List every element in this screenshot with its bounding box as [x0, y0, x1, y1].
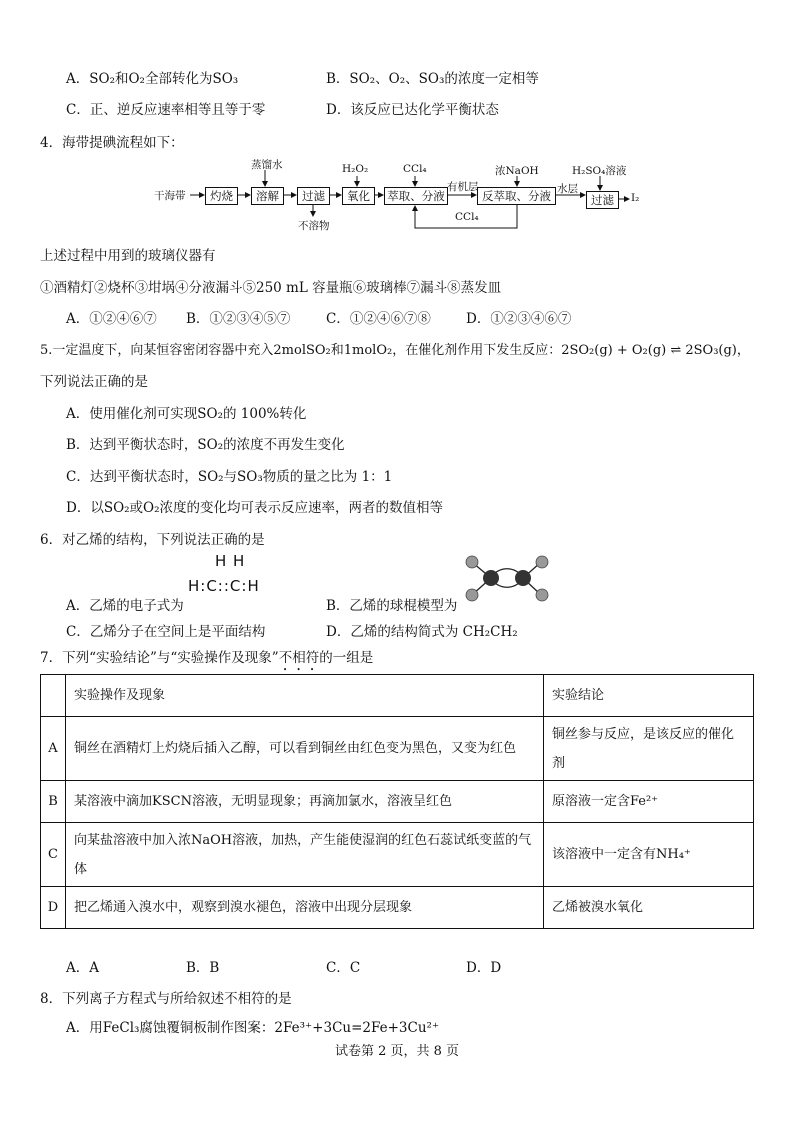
- q7-stem-emphasis: 不相符: [278, 650, 320, 666]
- q4-question: 上述过程中用到的玻璃仪器有: [40, 248, 216, 264]
- reagent-h2so4: H₂SO₄溶液: [572, 165, 627, 177]
- electron-formula-main: H:C::C:H: [188, 577, 260, 595]
- hydrogen-atom: [466, 589, 478, 601]
- hydrogen-atom: [536, 589, 548, 601]
- q3-option-d: D．该反应已达化学平衡状态: [326, 102, 499, 118]
- table-row: [41, 823, 754, 887]
- ethylene-ball-stick-model: [460, 553, 560, 603]
- table-cell: 向某盐溶液中加入浓NaOH溶液，加热，产生能使湿润的红色石蕊试纸变蓝的气体: [66, 823, 544, 887]
- flow-aqueous-layer: 水层: [557, 183, 578, 195]
- q4-instruments: ①酒精灯②烧杯③坩埚④分液漏斗⑤250 mL 容量瓶⑥玻璃棒⑦漏斗⑧蒸发皿: [40, 280, 502, 296]
- flow-step-back-extract: 反萃取、分液: [477, 187, 556, 205]
- q8-stem: 8．下列离子方程式与所给叙述不相符的是: [40, 991, 292, 1007]
- q7-option-c: C．C: [326, 960, 361, 976]
- flow-end: I₂: [631, 192, 640, 204]
- table-header-cell: [41, 675, 66, 717]
- carbon-atom: [515, 570, 531, 586]
- q7-stem-post: 的一组是: [319, 650, 374, 666]
- q6-option-d: D．乙烯的结构简式为 CH₂CH₂: [326, 624, 518, 640]
- carbon-atom: [483, 570, 499, 586]
- q6-stem: 6．对乙烯的结构，下列说法正确的是: [40, 532, 265, 548]
- table-header-row: [41, 675, 754, 717]
- table-cell: 该溶液中一定含有NH₄⁺: [544, 823, 754, 887]
- q4-stem: 4．海带提碘流程如下：: [40, 135, 184, 151]
- table-cell: 乙烯被溴水氧化: [544, 887, 754, 929]
- q7-option-a: A．A: [66, 960, 99, 976]
- q8-option-a: A．用FeCl₃腐蚀覆铜板制作图案：2Fe³⁺+3Cu=2Fe+3Cu²⁺: [66, 1020, 440, 1036]
- reagent-ccl4: CCl₄: [403, 163, 427, 175]
- flow-step-burn: 灼烧: [205, 187, 238, 205]
- q6-option-b: B．乙烯的球棍模型为: [326, 598, 458, 614]
- reagent-h2o2: H₂O₂: [342, 163, 369, 175]
- reagent-naoh: 浓NaOH: [495, 165, 539, 177]
- table-cell: B: [41, 781, 66, 823]
- flow-waste: 不溶物: [298, 220, 330, 232]
- table-cell: 原溶液一定含Fe²⁺: [544, 781, 754, 823]
- table-cell: 把乙烯通入溴水中，观察到溴水褪色，溶液中出现分层现象: [66, 887, 544, 929]
- q5-option-a: A．使用催化剂可实现SO₂的 100%转化: [66, 406, 307, 422]
- q6-option-c: C．乙烯分子在空间上是平面结构: [66, 624, 266, 640]
- table-header-cell: 实验操作及现象: [66, 675, 544, 717]
- hydrogen-atom: [466, 556, 478, 568]
- q5-stem-2: 下列说法正确的是: [40, 374, 148, 390]
- table-cell: D: [41, 887, 66, 929]
- q7-stem: [40, 646, 373, 674]
- q5-stem: 5.一定温度下，向某恒容密闭容器中充入2molSO₂和1molO₂，在催化剂作用下发生反应：2SO₂(g) + O₂(g) ⇌ 2SO₃(g)，: [40, 343, 750, 358]
- table-cell: 铜丝参与反应，是该反应的催化剂: [544, 717, 754, 781]
- table-cell: C: [41, 823, 66, 887]
- table-row: [41, 887, 754, 929]
- flow-organic-layer: 有机层: [447, 181, 479, 193]
- q6-option-a: A．乙烯的电子式为: [66, 598, 184, 614]
- q7-stem-pre: 7．下列“实验结论”与“实验操作及现象”: [40, 650, 279, 666]
- q4-option-b: B．①②③④⑤⑦: [186, 311, 291, 327]
- table-header-cell: 实验结论: [544, 675, 754, 717]
- q7-table: [40, 674, 754, 929]
- q4-option-c: C．①②④⑥⑦⑧: [326, 311, 431, 327]
- q4-option-a: A．①②④⑥⑦: [66, 311, 157, 327]
- table-cell: A: [41, 717, 66, 781]
- flow-step-filter-2: 过滤: [586, 191, 619, 209]
- q3-option-b: B．SO₂、O₂、SO₃的浓度一定相等: [326, 71, 539, 87]
- q7-option-b: B．B: [186, 960, 220, 976]
- hydrogen-atom: [536, 556, 548, 568]
- q3-option-a: A．SO₂和O₂全部转化为SO₃: [66, 71, 239, 87]
- electron-formula-top-h: H H: [215, 552, 246, 570]
- ethylene-electron-formula: [188, 552, 293, 602]
- q5-option-b: B．达到平衡状态时，SO₂的浓度不再发生变化: [66, 437, 345, 453]
- page-footer: 试卷第 2 页，共 8 页: [334, 1044, 460, 1059]
- q4-option-d: D．①②③④⑥⑦: [466, 311, 572, 327]
- q5-option-c: C．达到平衡状态时，SO₂与SO₃物质的量之比为 1：1: [66, 469, 393, 485]
- flow-step-filter: 过滤: [297, 187, 330, 205]
- q7-option-d: D．D: [466, 960, 502, 976]
- flow-start: 干海带: [154, 190, 186, 202]
- flow-step-dissolve: 溶解: [251, 187, 284, 205]
- flow-arrows: [0, 0, 794, 260]
- table-row: [41, 717, 754, 781]
- q3-option-c: C．正、逆反应速率相等且等于零: [66, 102, 266, 118]
- q5-option-d: D．以SO₂或O₂浓度的变化均可表示反应速率，两者的数值相等: [66, 500, 444, 516]
- flow-recycle-ccl4: CCl₄: [455, 211, 479, 223]
- table-cell: 铜丝在酒精灯上灼烧后插入乙醇，可以看到铜丝由红色变为黑色，又变为红色: [66, 717, 544, 781]
- flow-step-extract: 萃取、分液: [384, 187, 448, 205]
- table-cell: 某溶液中滴加KSCN溶液，无明显现象；再滴加氯水，溶液呈红色: [66, 781, 544, 823]
- table-row: [41, 781, 754, 823]
- flow-step-oxidize: 氧化: [342, 187, 375, 205]
- flow-diagram: [0, 0, 794, 260]
- reagent-water: 蒸馏水: [251, 159, 283, 171]
